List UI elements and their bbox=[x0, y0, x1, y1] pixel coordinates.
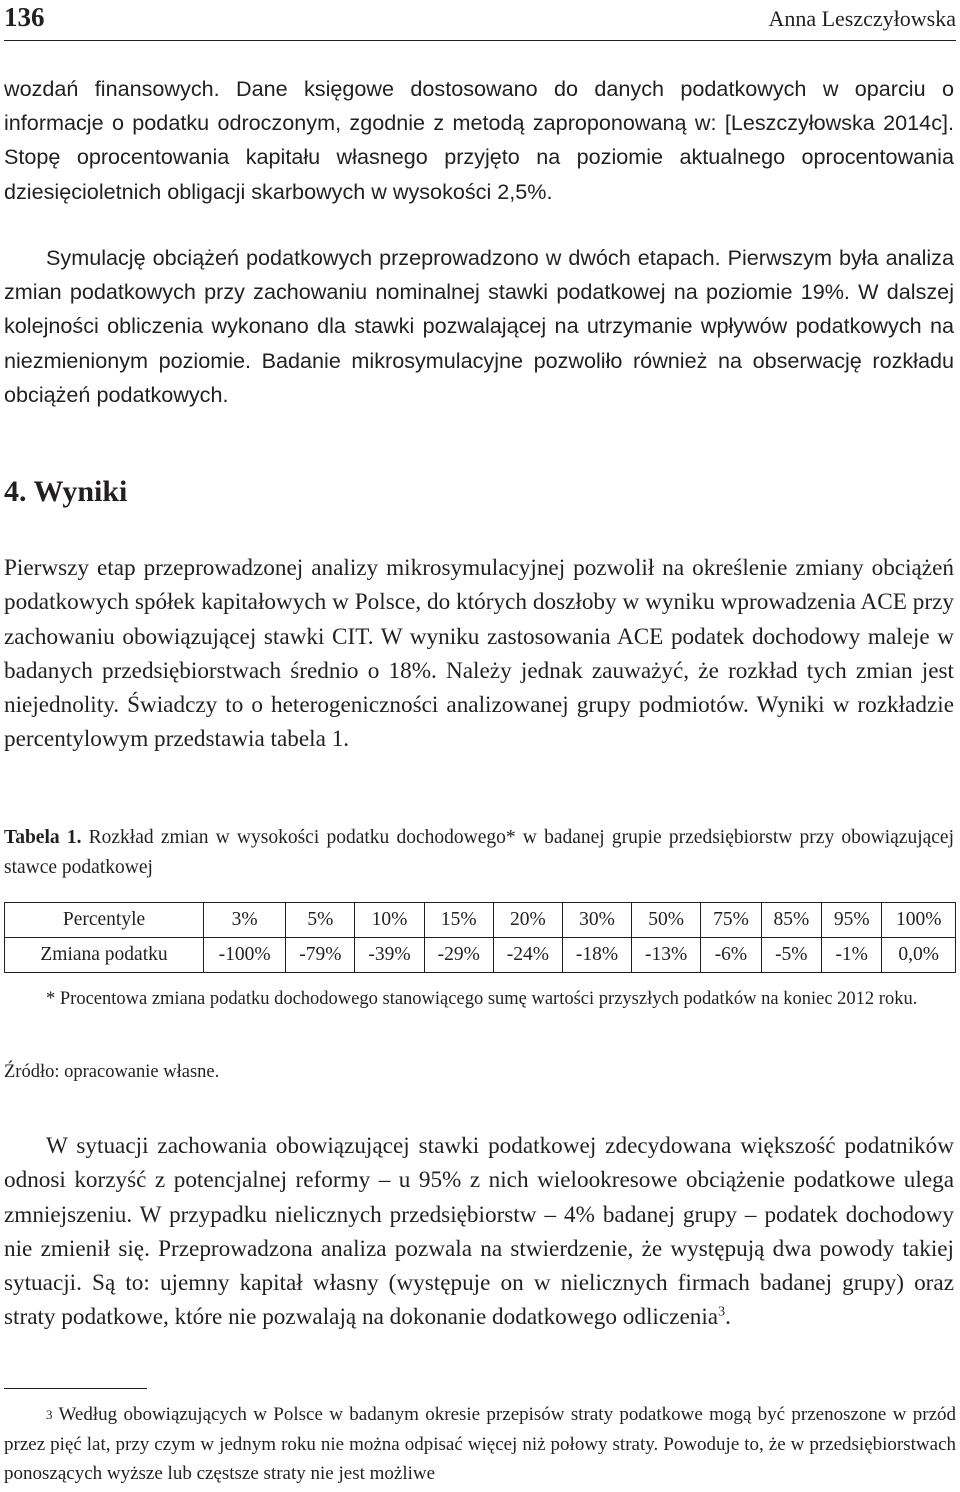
table-row-percentiles bbox=[5, 903, 956, 938]
table-note: * Procentowa zmiana podatku dochodowego stanowiącego sumę wartości przyszłych podatków na koniec 2012 roku. bbox=[46, 989, 918, 1009]
paragraph-results: Pierwszy etap przeprowadzonej analizy mikrosymulacyjnej pozwolił na określenie zmiany obciążeń podatkowych spółek kapitałowych w Polsce, do których doszłoby w wyniku wprowadzenia ACE przy zachowaniu obowiązującej stawki CIT. W wyniku zastosowania ACE podatek dochodowy maleje w badanych przedsiębiorstwach średnio o 18%. Należy jednak zauważyć, że rozkład tych zmian jest niejednolity. Świadczy to o heterogeniczności analizowanej grupy podmiotów. Wyniki w rozkładzie percentylowym przedstawia tabela 1. bbox=[4, 555, 954, 753]
footnote-divider bbox=[4, 1388, 147, 1389]
table-cell: 20% bbox=[493, 903, 562, 938]
table-cell: 30% bbox=[562, 903, 631, 938]
table-source: Źródło: opracowanie własne. bbox=[4, 1062, 220, 1082]
table-cell: 15% bbox=[424, 903, 493, 938]
paragraph-method: wozdań finansowych. Dane księgowe dostosowano do danych podatkowych w oparciu o informacje o podatku odroczonym, zgodnie z metodą zaproponowaną w: [Leszczyłowska 2014c]. Stopę oprocentowania kapitału własnego przyjęto na poziomie aktualnego oprocentowania dziesięcioletnich obligacji skarbowych w wysokości 2,5%. bbox=[4, 76, 954, 204]
table-cell: -5% bbox=[761, 938, 821, 973]
percentile-table bbox=[4, 902, 956, 973]
row-header-tax-change: Zmiana podatku bbox=[5, 938, 204, 973]
table-cell: -29% bbox=[424, 938, 493, 973]
footnote-reference[interactable]: 3 bbox=[718, 1304, 726, 1320]
paragraph-discussion bbox=[4, 1129, 954, 1335]
table-caption-text: Rozkład zmian w wysokości podatku dochodowego* w badanej grupie przedsiębiorstw przy obowiązującej stawce podatkowej bbox=[4, 827, 954, 878]
table-cell: 85% bbox=[761, 903, 821, 938]
table-caption-label: Tabela 1. bbox=[4, 827, 82, 848]
section-heading: 4. Wyniki bbox=[4, 475, 128, 508]
table-cell: -1% bbox=[822, 938, 882, 973]
footnote-text: Według obowiązujących w Polsce w badanym okresie przepisów straty podatkowe mogą być przenoszone w przód przez pięć lat, przy czym w jednym roku nie można odpisać więcej niż połowy straty. Powoduje to, że w przedsiębiorstwach ponoszących wyższe lub częstsze straty nie jest możliwe bbox=[4, 1404, 956, 1484]
table-cell: 95% bbox=[822, 903, 882, 938]
table-cell: 3% bbox=[204, 903, 286, 938]
table-cell: 100% bbox=[882, 903, 956, 938]
running-head-author: Anna Leszczyłowska bbox=[768, 6, 956, 31]
table-row-tax-change bbox=[5, 938, 956, 973]
table-cell: -79% bbox=[286, 938, 355, 973]
table-cell: -24% bbox=[493, 938, 562, 973]
table-cell: -13% bbox=[632, 938, 701, 973]
paragraph-simulation: Symulację obciążeń podatkowych przeprowadzono w dwóch etapach. Pierwszym była analiza zmian podatkowych przy zachowaniu nominalnej stawki podatkowej na poziomie 19%. W dalszej kolejności obliczenia wykonano dla stawki pozwalającej na utrzymanie wpływów podatkowych na niezmienionym poziomie. Badanie mikrosymulacyjne pozwoliło również na obserwację rozkładu obciążeń podatkowych. bbox=[4, 245, 954, 407]
table-cell: -18% bbox=[562, 938, 631, 973]
row-header-percentiles: Percentyle bbox=[5, 903, 204, 938]
footnote-3 bbox=[4, 1400, 956, 1489]
table-cell: -100% bbox=[204, 938, 286, 973]
table-cell: 0,0% bbox=[882, 938, 956, 973]
paragraph-discussion-text: W sytuacji zachowania obowiązującej stawki podatkowej zdecydowana większość podatników odnosi korzyść z potencjalnej reformy – u 95% z nich wielookresowe obciążenie podatkowe ulega zmniejszeniu. W przypadku nielicznych przedsiębiorstw – 4% badanej grupy – podatek dochodowy nie zmienił się. Przeprowadzona analiza pozwala na stwierdzenie, że występują dwa powody takiej sytuacji. Są to: ujemny kapitał własny (występuje on w nielicznych firmach badanej grupy) oraz straty podatkowe, które nie pozwalają na dokonanie dodatkowego odliczenia bbox=[4, 1133, 954, 1331]
table-cell: 50% bbox=[632, 903, 701, 938]
running-header bbox=[4, 0, 956, 41]
table-cell: 75% bbox=[701, 903, 761, 938]
table-cell: -6% bbox=[701, 938, 761, 973]
paragraph-discussion-end: . bbox=[725, 1304, 731, 1331]
page-number: 136 bbox=[4, 2, 45, 32]
table-cell: -39% bbox=[355, 938, 424, 973]
table-caption bbox=[4, 823, 954, 883]
table-cell: 5% bbox=[286, 903, 355, 938]
table-cell: 10% bbox=[355, 903, 424, 938]
footnote-mark: 3 bbox=[46, 1407, 53, 1422]
